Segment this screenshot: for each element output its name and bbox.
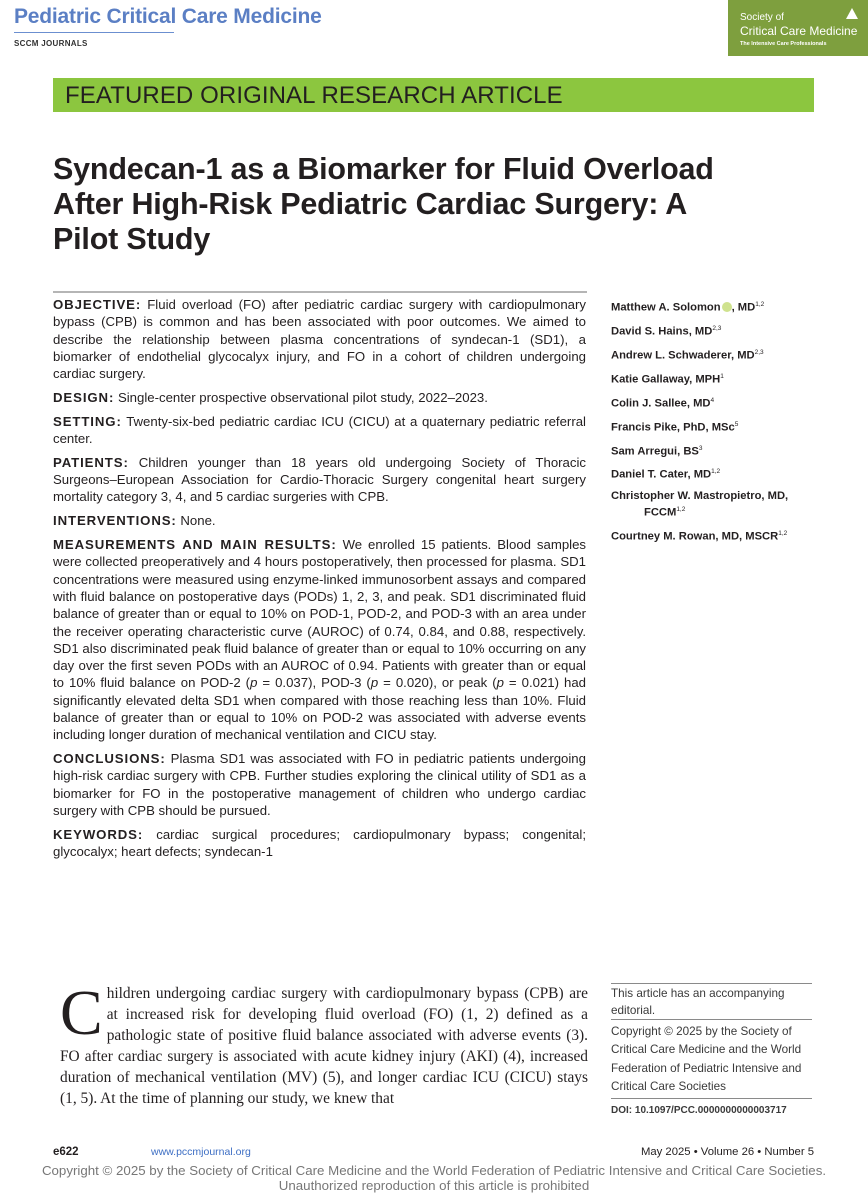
abstract-setting: SETTING: Twenty-six-bed pediatric cardiac ICU (CICU) at a quaternary pediatric referral center. [53,413,586,447]
abstract-heading: MEASUREMENTS AND MAIN RESULTS: [53,537,337,553]
author-list [611,298,851,551]
side-rule [611,1098,812,1099]
author-item: David S. Hains, MD$^{2,3}$ [611,324,722,338]
abstract-heading: KEYWORDS: [53,826,144,842]
abstract-interventions: INTERVENTIONS: None. [53,513,216,529]
orcid-icon[interactable] [722,302,732,312]
abstract-heading: CONCLUSIONS: [53,751,166,767]
header-rule [14,32,174,33]
article-title: Syndecan-1 as a Biomarker for Fluid Overload After High-Risk Pediatric Cardiac Surgery: A Pilot Study [53,152,714,256]
abstract-keywords: KEYWORDS: cardiac surgical procedures; cardiopulmonary bypass; congenital; glycocalyx; heart defects; syndecan-1 [53,826,586,860]
editorial-note: This article has an accompanying editorial. [611,987,785,1017]
logo-line1: Society of [740,12,784,23]
logo-tagline: The Intensive Care Professionals [740,41,827,47]
abstract [53,296,586,867]
abstract-rule [53,291,587,293]
author-item: Katie Gallaway, MPH$^1$ [611,372,724,386]
logo-line2: Critical Care Medicine [740,24,858,38]
page-number: e622 [53,1146,79,1158]
author-item: Sam Arregui, $BS^3$ [611,444,703,458]
abstract-design: DESIGN: Single-center prospective observational pilot study, 2022–2023. [53,389,488,405]
doi-link[interactable]: DOI: 10.1097/PCC.0000000000003717 [611,1105,787,1116]
banner-label: FEATURED ORIGINAL RESEARCH ARTICLE [65,82,563,109]
abstract-heading: OBJECTIVE: [53,297,142,312]
issue-info: May 2025 • Volume 26 • Number 5 [640,1146,814,1158]
abstract-objective: OBJECTIVE: Fluid overload (FO) after pediatric cardiac surgery with cardiopulmonary bypass (CPB) is common and has been associated with poor outcomes. We aimed to describe the relationship between plasma concentrations of syndecan-1 (SD1), a biomarker of endothelial glycocalyx injury, and FO in a cohort of children undergoing cardiac surgery. [53,297,586,382]
triangle-icon [846,8,858,19]
journal-title: Pediatric Critical Care Medicine [14,5,322,28]
side-rule [611,1019,812,1020]
journal-subtitle: SCCM JOURNALS [14,39,88,48]
journal-url-link[interactable]: www.pccmjournal.org [151,1146,251,1158]
abstract-heading: DESIGN: [53,389,115,405]
abstract-heading: SETTING: [53,413,122,429]
drop-cap: C [60,977,103,1048]
author-item: Colin J. Sallee, $MD^4$ [611,396,715,410]
section-banner [53,78,814,112]
author-item: Francis Pike, PhD, MSc$^5$ [611,420,739,434]
author-item: Christopher W. Mastropietro, MD, FCCM$^{1,2}$ [611,490,789,520]
abstract-conclusions: CONCLUSIONS: Plasma SD1 was associated with FO in pediatric patients undergoing high-risk cardiac surgery with CPB. Further studies exploring the clinical utility of SD1 as a biomarker for FO in the postoperative management of children who undergo cardiac surgery with CPB should be pursued. [53,751,586,819]
abstract-patients: PATIENTS: Children younger than 18 years old undergoing Society of Thoracic Surgeons–European Association for Cardio-Thoracic Surgery congenital heart surgery mortality category 3, 4, and 5 cardiac surgeries with CPB. [53,454,586,505]
abstract-results: MEASUREMENTS AND MAIN RESULTS: We enrolled 15 patients. Blood samples were collected preoperatively and 4 hours postoperatively, then processed for plasma. SD1 concentrations were measured using enzyme-linked immunosorbent assays and compared with fluid balance on postoperative days (PODs) 1, 2, 3, and peak. SD1 discriminated fluid balance of greater than or equal to 10% on POD-1, POD-2, and POD-3 with an area under the receiver operating characteristic curve (AUROC) of 0.74, 0.84, and 0.88, respectively. SD1 also discriminated peak fluid balance of greater than or equal to 10% occurring on any day over the first seven PODs with an AUROC of 0.94. Patients with greater than or equal to 10% fluid balance on POD-2 (p = 0.037), POD-3 (p = 0.020), or peak (p = 0.021) had significantly elevated delta SD1 when compared with those reaching less than 10%. Fluid balance of greater than or equal to 10% on POD-2 was associated with adverse events including longer duration of mechanical ventilation and CICU stay. [53,537,587,743]
sccm-logo [728,0,868,56]
author-item: Matthew A. Solomon , MD$^{1,2}$ [611,301,765,314]
author-item: Courtney M. Rowan, MD, MSCR$^{1,2}$ [611,530,788,544]
author-item: Daniel T. Cater, MD$^{1,2}$ [611,468,721,482]
side-rule [611,983,812,984]
abstract-heading: PATIENTS: [53,454,129,470]
copyright-notice: Copyright © 2025 by the Society of Critical Care Medicine and the World Federation of Pediatric Intensive and Critical Care Societies. Unauthorized reproduction of this article is prohibited [41,1163,827,1193]
side-copyright: Copyright © 2025 by the Society of Critical Care Medicine and the World Federation of Pediatric Intensive and Critical Care Societies [611,1025,802,1093]
body-paragraph: Children undergoing cardiac surgery with cardiopulmonary bypass (CPB) are at increased risk for developing fluid overload (FO) (1, 2) defined as a pathologic state of positive fluid balance associated with adverse events (3). FO after cardiac surgery is associated with acute kidney injury (AKI) (4), increased duration of mechanical ventilation (MV) (5), and longer cardiac ICU (CICU) stays (1, 5). At the time of planning our study, we knew that [60,977,588,1107]
author-item: Andrew L. Schwaderer, MD$^{2,3}$ [611,348,764,362]
abstract-heading: INTERVENTIONS: [53,513,177,529]
